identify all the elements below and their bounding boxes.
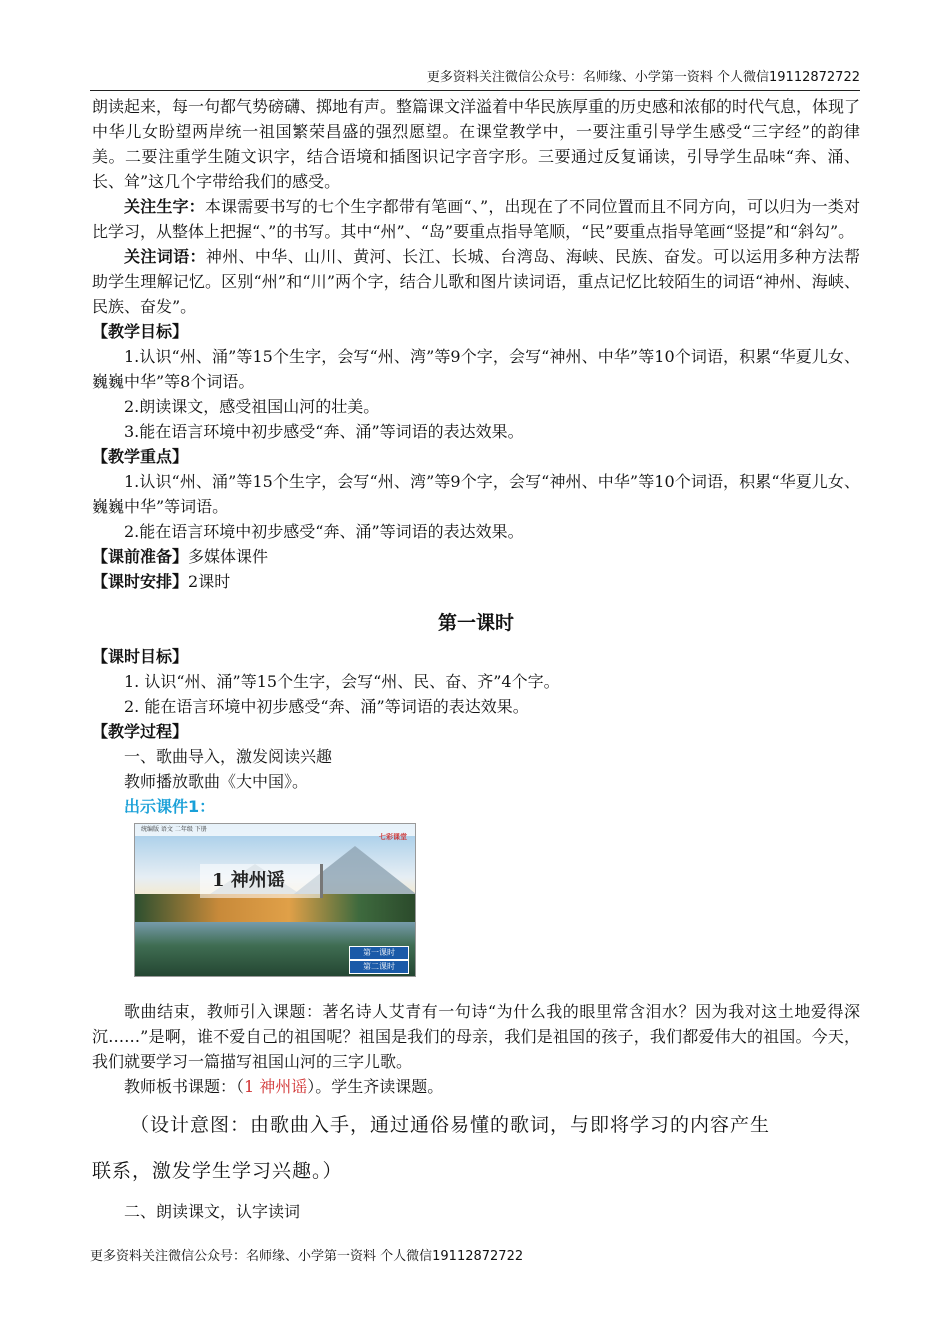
schedule-heading: 【课时安排】 <box>92 572 189 591</box>
goal-item: 3.能在语言环境中初步感受“奔、涌”等词语的表达效果。 <box>124 422 524 441</box>
courseware-label: 出示课件1： <box>124 797 216 816</box>
slide-brand-logo: 七彩课堂 <box>379 833 407 841</box>
header-text: 更多资料关注微信公众号：名师缘、小学第一资料 个人微信19112872722 <box>426 70 860 85</box>
slide-lesson-1-button[interactable]: 第一课时 <box>349 946 409 960</box>
lesson-title: 第一课时 <box>437 612 514 634</box>
goal-item: 2.朗读课文，感受祖国山河的壮美。 <box>124 397 380 416</box>
key-point-item: 1.认识“州、涌”等15个生字，会写“州、湾”等9个字，会写“神州、中华”等10个词语，积累“华夏儿女、巍巍中华”等词语。 <box>92 472 860 516</box>
courseware-slide-image <box>134 823 416 977</box>
focus-chars-paragraph <box>92 194 860 244</box>
focus-words-paragraph <box>92 244 860 319</box>
key-point-item: 2.能在语言环境中初步感受“奔、涌”等词语的表达效果。 <box>124 522 524 541</box>
board-suffix: ）。学生齐读课题。 <box>307 1077 444 1096</box>
prep-line <box>92 544 860 569</box>
prep-text: 多媒体课件 <box>188 547 269 566</box>
step-1-line: 教师播放歌曲《大中国》。 <box>124 772 309 791</box>
step-1-heading: 一、歌曲导入，激发阅读兴趣 <box>124 747 333 766</box>
focus-chars-label: 关注生字： <box>124 197 205 216</box>
lesson-goal-item: 1. 认识“州、涌”等15个生字，会写“州、民、奋、齐”4个字。 <box>124 672 560 691</box>
document-body <box>92 94 860 1224</box>
schedule-line <box>92 569 860 594</box>
lesson-goals-heading: 【课时目标】 <box>92 647 189 666</box>
board-prefix: 教师板书课题：（ <box>124 1077 245 1096</box>
page-footer <box>90 1247 523 1267</box>
goals-heading: 【教学目标】 <box>92 322 189 341</box>
schedule-text: 2课时 <box>188 572 231 591</box>
courseware-label-line <box>92 794 860 819</box>
focus-chars-text: 本课需要书写的七个生字都带有笔画“、”，出现在了不同位置而且不同方向，可以归为一类对比学习，从整体上把握“、”的书写。其中“州”、“岛”要重点指导笔顺，“民”要重点指导笔画“竖提”和“斜勾”。 <box>92 197 860 241</box>
process-heading: 【教学过程】 <box>92 722 189 741</box>
after-song-paragraph: 歌曲结束，教师引入课题：著名诗人艾青有一句诗“为什么我的眼里常含泪水？因为我对这土地爱得深沉……”是啊，谁不爱自己的祖国呢？祖国是我们的母亲，我们是祖国的孩子，我们都爱伟大的祖国。今天，我们就要学习一篇描写祖国山河的三字儿歌。 <box>92 1002 860 1071</box>
step-2-heading: 二、朗读课文，认字读词 <box>124 1202 301 1221</box>
board-line <box>92 1074 860 1099</box>
slide-topbar: 统编版 语文 二年级 下册 <box>135 824 416 836</box>
design-intent-line-2: 联系，激发学生学习兴趣。） <box>92 1160 343 1182</box>
focus-words-label: 关注词语： <box>124 247 206 266</box>
footer-text: 更多资料关注微信公众号：名师缘、小学第一资料 个人微信19112872722 <box>90 1249 524 1264</box>
slide-lesson-2-button[interactable]: 第二课时 <box>349 960 409 974</box>
design-intent-line-1: （设计意图：由歌曲入手，通过通俗易懂的歌词，与即将学习的内容产生 <box>130 1114 771 1136</box>
lesson-goal-item: 2. 能在语言环境中初步感受“奔、涌”等词语的表达效果。 <box>124 697 529 716</box>
page-header <box>90 68 860 91</box>
slide-title: 1 神州谣 <box>200 864 323 898</box>
goal-item: 1.认识“州、涌”等15个生字，会写“州、湾”等9个字，会写“神州、中华”等10个词语，积累“华夏儿女、巍巍中华”等8个词语。 <box>92 347 860 391</box>
key-points-heading: 【教学重点】 <box>92 447 189 466</box>
focus-words-text: 神州、中华、山川、黄河、长江、长城、台湾岛、海峡、民族、奋发。可以运用多种方法帮助学生理解记忆。区别“州”和“川”两个字，结合儿歌和图片读词语，重点记忆比较陌生的词语“神州、海峡、民族、奋发”。 <box>92 247 860 316</box>
intro-paragraph: 朗读起来，每一句都气势磅礴、掷地有声。整篇课文洋溢着中华民族厚重的历史感和浓郁的时代气息，体现了中华儿女盼望两岸统一祖国繁荣昌盛的强烈愿望。在课堂教学中，一要注重引导学生感受“三字经”的韵律美。二要注重学生随文识字，结合语境和插图识记字音字形。三要通过反复诵读，引导学生品味“奔、涌、长、耸”这几个字带给我们的感受。 <box>92 97 861 191</box>
board-title: 1 神州谣 <box>244 1077 308 1096</box>
slide-forest-band <box>135 894 415 922</box>
prep-heading: 【课前准备】 <box>92 547 189 566</box>
